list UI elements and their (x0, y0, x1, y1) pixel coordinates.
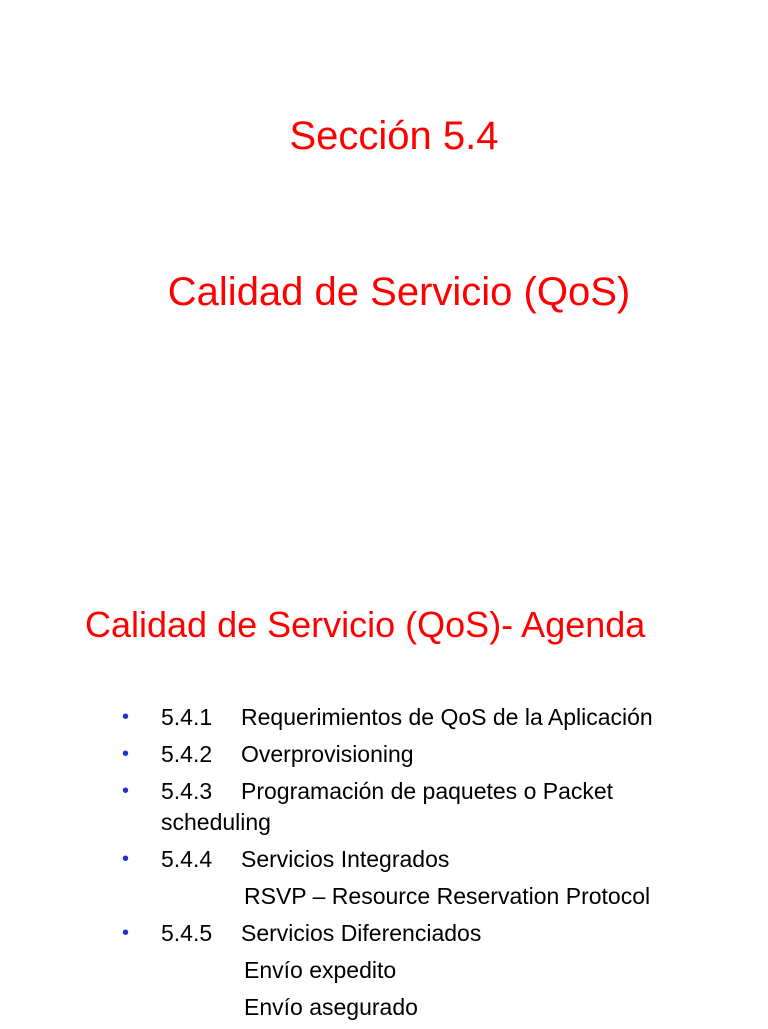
agenda-item-label: Overprovisioning (241, 741, 414, 767)
bullet-icon: • (122, 743, 130, 765)
bullet-icon: • (122, 706, 130, 728)
agenda-subitem-envio-asegurado: Envío asegurado (244, 994, 418, 1020)
agenda-item-5-4-2 (0, 739, 721, 770)
agenda-item-label: Requerimientos de QoS de la Aplicación (241, 704, 653, 730)
agenda-item-number: 5.4.5 (161, 920, 213, 946)
agenda-item-5-4-3 (0, 776, 721, 838)
bullet-icon: • (122, 922, 130, 944)
agenda-item-5-4-4 (0, 844, 721, 875)
agenda-list (0, 702, 768, 1029)
agenda-item-number: 5.4.1 (161, 704, 213, 730)
bullet-icon: • (122, 848, 130, 870)
agenda-subitem-envio-expedito: Envío expedito (244, 957, 397, 983)
agenda-item-5-4-1 (0, 702, 721, 733)
agenda-item-label: Programación de paquetes o Packet scheduling (161, 778, 614, 835)
agenda-item-label: Servicios Diferenciados (241, 920, 482, 946)
agenda-item-5-4-5 (0, 918, 721, 949)
agenda-item-number: 5.4.4 (161, 846, 213, 872)
bullet-icon: • (122, 780, 130, 802)
section-subtitle: Calidad de Servicio (QoS) (167, 270, 631, 314)
agenda-heading: Calidad de Servicio (QoS)- Agenda (85, 604, 646, 645)
agenda-item-number: 5.4.2 (161, 741, 213, 767)
section-heading: Sección 5.4 (289, 114, 499, 158)
agenda-item-label: Servicios Integrados (241, 846, 450, 872)
agenda-item-number: 5.4.3 (161, 778, 213, 804)
agenda-subitem-rsvp: RSVP – Resource Reservation Protocol (244, 883, 651, 909)
